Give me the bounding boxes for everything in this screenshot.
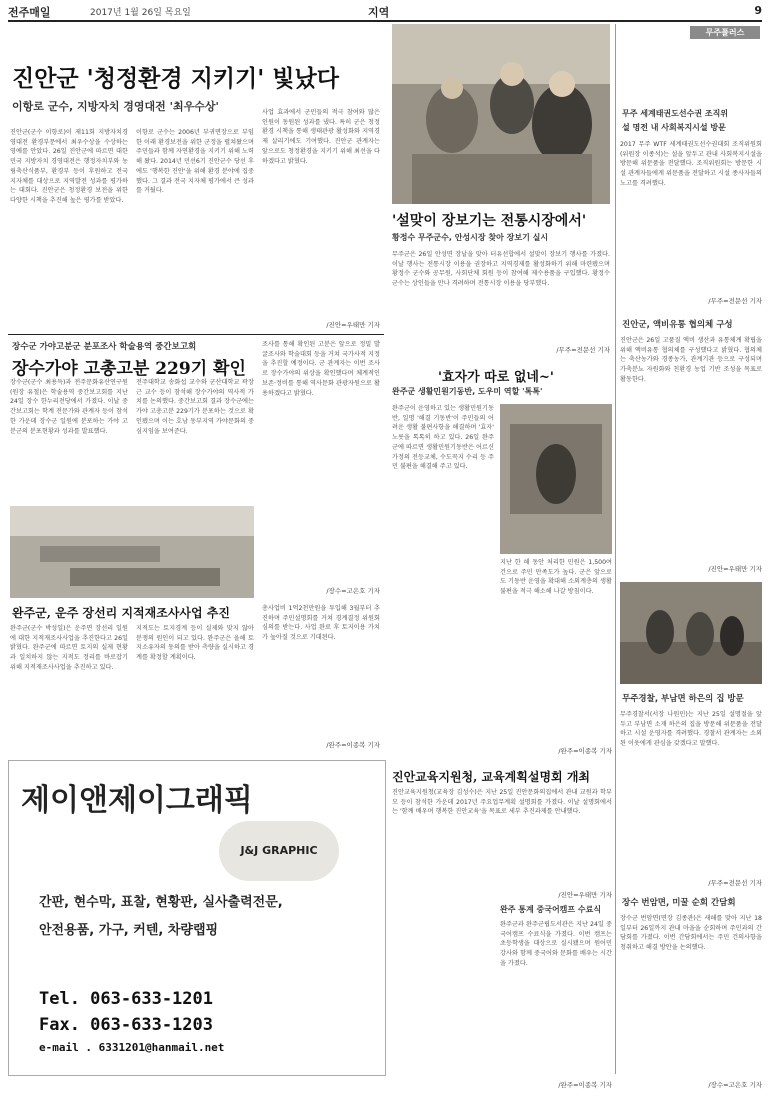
section-badge: 무주플러스: [690, 26, 760, 39]
right-a2-byline: /진안=우태만 기자: [708, 565, 762, 573]
ad-logo: J&J GRAPHIC: [219, 821, 339, 881]
right-a3-body: 무주경찰서(서장 나원민)는 지난 25일 설명절을 앞두고 부남면 소재 하은의 집을 방문해 위문품을 전달하고 시설 운영자를 격려했다. 경찰서 관계자는 소외된 이웃에게 관심을 갖겠다고 말했다.: [620, 711, 762, 748]
right-a3-photo-image: [620, 582, 762, 684]
ad-jj-graphic: [8, 760, 386, 1076]
right-a1-title-2: 설 명전 내 사회복지시설 방문: [622, 123, 726, 132]
hyoja-col2: 지난 한 해 동안 처리한 민원은 1,500여건으로 주민 만족도가 높다. 군은 앞으로도 기동반 운영을 확대해 소외계층의 생활불편을 적극 해소해 나갈 방침이다.: [500, 559, 612, 596]
headline-jangsu: 장수가야 고총고분 229기 확인: [12, 359, 246, 379]
market-body: 무주군은 26일 안성면 장날을 맞아 터유선합에서 설맞이 장보기 행사를 가졌다. 이날 행사는 전통시장 이용을 권장하고 지역경제를 활성화하기 위해 마련됐으며 황정수 군수와 공무원, 사회단체 회원 등이 참여해 제수용품을 구입했다. 황정수 군수는 상인들을 만나 격려하며 전통시장 이용을 당부했다.: [392, 251, 610, 288]
right-a1-body: 2017 무주 WTF 세계태권도선수권대회 조직위원회(위원장 이종석)는 설을 앞두고 관내 사회복지시설을 방문해 위문품을 전달했다. 조직위원회는 방문한 시설 관계자들에게 위문품을 전달하고 시설 종사자들의 노고를 격려했다.: [620, 141, 762, 187]
headline-jinan-clean: 진안군 '청정환경 지키기' 빛났다: [12, 65, 339, 92]
muju-china-byline: /완주=이종복 기자: [558, 1081, 612, 1089]
wanju-survey-byline: /완주=이종복 기자: [326, 741, 380, 749]
right-a3-byline: /무주=전문선 기자: [708, 879, 762, 887]
jangsu-col3: 조사를 통해 확인된 고분은 앞으로 정밀 발굴조사와 학술대회 등을 거쳐 국가사적 지정을 추진할 예정이다. 군 관계자는 이번 조사로 장수가야의 위상을 확인했다며 체계적인 보존·정비를 통해 역사문화 관광자원으로 활용하겠다고 밝혔다.: [262, 341, 380, 397]
right-a1-byline: /무주=전문선 기자: [708, 297, 762, 305]
headline-hyoja: '효자가 따로 없네~': [438, 370, 554, 385]
market-byline: /무주=전문선 기자: [556, 346, 610, 354]
jinan-clean-col3: 사업 효과에서 군민들의 적극 참여와 많은 인원이 동원된 성과를 냈다. 특히 군은 청정환경 시책을 통해 생태관광 활성화와 지역경제 살리기에도 기여했다. 진안군 관계자는 앞으로도 청정환경을 지키기 위해 최선을 다하겠다고 밝혔다.: [262, 109, 380, 165]
subhead-hyoja: 완주군 생활민원기동반, 도우미 역할 '톡톡': [392, 387, 543, 396]
section-label: 지역: [368, 6, 390, 19]
ad-tel: Tel. 063-633-1201: [39, 989, 213, 1009]
jangsu-byline: /장수=고은호 기자: [326, 587, 380, 595]
ad-services-1: 간판, 현수막, 표찰, 현황판, 실사출력전문,: [39, 895, 283, 910]
headline-jinan-edu: 진안교육지원청, 교육계획설명회 개최: [392, 770, 591, 784]
issue-date: 2017년 1월 26일 목요일: [90, 8, 191, 18]
jangsu-col2: 전주대학교 송화섭 교수와 군산대학교 곽장근 교수 등이 참석해 장수가야의 역사적 가치를 논의했다. 중간보고회 결과 장수군에는 가야 고총고분 229기가 분포하는 것으로 확인됐으며 이는 호남 동부지역 가야문화의 중심지임을 보여준다.: [136, 379, 254, 435]
page-header: [8, 4, 762, 20]
hyoja-col1: 완주군이 운영하고 있는 생활민원기동반, 일명 '해결 기동반'이 주민들의 어려운 생활 불편사항을 해결하며 '효자' 노릇을 톡톡히 하고 있다. 26일 완주군에 따르면 생활민원기동반은 어르신 가정의 전등교체, 수도꼭지 수리 등 주민 불편을 해결해 주고 있다.: [392, 405, 494, 471]
wanju-survey-col2: 지적도는 토지경계 등이 실제와 맞지 않아 분쟁의 원인이 되고 있다. 완주군은 올해 토지소유자의 동의를 받아 측량을 실시하고 경계를 확정할 계획이다.: [136, 625, 254, 662]
jangsu-photo-image: [10, 506, 254, 598]
jangsu-photo: [10, 506, 254, 598]
jinan-clean-col1: 진안군(군수 이항로)이 제11회 지방자치경영대전 환경부문에서 최우수상을 수상하는 영예를 안았다. 26일 진안군에 따르면 대한민국 지방자치 경영대전은 행정자치부와 농림축산식품부, 환경부 등이 후원하고 전국 지자체를 대상으로 지역발전 성과를 평가하는 대회다. 진안군은 청정환경 보전을 위한 다양한 시책을 추진해 높은 평가를 받았다.: [10, 129, 128, 204]
right-a3-photo: [620, 582, 762, 684]
jangsu-col1: 장수군(군수 최용득)과 전주문화유산연구원(원장 유철)은 학술용역 중간보고회를 지난 24일 장수 한누리전당에서 가졌다. 이날 중간보고회는 학계 전문가와 관계자 등이 참석한 가운데 장수군 일원에 분포하는 가야 고분군의 분포현황과 성과를 발표했다.: [10, 379, 128, 435]
jinan-clean-col2: 이항로 군수는 2006년 부귀면장으로 부임한 이래 환경보전을 위한 군정을 펼쳐왔으며 주민들과 함께 자연환경을 지키기 위해 노력해 왔다. 2014년 민선6기 진안군수 당선 후에도 '행복한 진안'을 위해 환경 분야에 집중했다. 그 결과 전국 지자체 평가에서 큰 성과를 거뒀다.: [136, 129, 254, 195]
right-a4-title: 장수 번암면, 미꿀 순회 간담회: [622, 898, 736, 908]
hyoja-photo-image: [500, 404, 612, 554]
market-caption-title: '설맞이 장보기는 전통시장에서': [392, 213, 587, 229]
right-a1-title-1: 무주 세계태권도선수권 조직위: [622, 109, 729, 118]
muju-china-body: 완주군과 완주군립도서관은 지난 24일 중국어캠프 수료식을 가졌다. 이번 캠프는 초등학생을 대상으로 실시됐으며 원어민 강사와 함께 중국어와 문화를 배우는 시간을 가졌다.: [500, 921, 612, 967]
hyoja-photo: [500, 404, 612, 554]
masthead: 전주매일: [8, 6, 51, 19]
ad-fax: Fax. 063-633-1203: [39, 1015, 213, 1035]
wanju-survey-col3: 총사업비 1억2천만원을 투입해 3월부터 추진하며 주민설명회를 거쳐 경계결정 위원회 심의를 받는다. 사업 완료 후 토지이용 가치가 높아질 것으로 기대된다.: [262, 605, 380, 642]
divider: [8, 334, 384, 335]
ad-email: e-mail . 6331201@hanmail.net: [39, 1041, 225, 1054]
right-a4-byline: /장수=고은호 기자: [708, 1081, 762, 1089]
jinan-edu-body: 진안교육지원청(교육장 김성수)은 지난 25일 진안문화의집에서 관내 교원과 학부모 등이 참석한 가운데 2017년 주요업무계획 설명회를 가졌다. 이날 설명회에서는 '함께 배우며 행복한 진안교육'을 목표로 세부 추진과제를 안내했다.: [392, 789, 612, 816]
jinan-edu-byline: /진안=우태만 기자: [558, 891, 612, 899]
right-a3-title: 무주경찰, 부남면 하은의 집 방문: [622, 694, 744, 704]
header-rule: [8, 20, 762, 22]
right-a4-body: 장수군 번암면(면장 김종관)은 새해를 맞아 지난 18일부터 26일까지 관내 마을을 순회하며 주민과의 간담회를 가졌다. 이번 간담회에서는 주민 건의사항을 청취하고 해결 방안을 논의했다.: [620, 915, 762, 952]
page-number: 9: [754, 4, 762, 17]
headline-muju-china: 완주 통계 중국어캠프 수료식: [500, 905, 602, 914]
column-rule: [615, 24, 616, 1074]
hyoja-byline: /완주=이종복 기자: [558, 747, 612, 755]
market-caption-sub: 황정수 무주군수, 안성시장 찾아 장보기 실시: [392, 233, 549, 242]
headline-wanju-survey: 완주군, 운주 장선리 지적재조사사업 추진: [12, 606, 230, 620]
right-a2-body: 진안군은 26일 고품질 액비 생산과 유통체계 확립을 위해 액비유통 협의체를 구성했다고 밝혔다. 협의체는 축산농가와 경종농가, 관계기관 등으로 구성되며 가축분뇨 자원화와 친환경 농업 기반 조성을 목표로 활동한다.: [620, 337, 762, 383]
market-photo: [392, 24, 610, 204]
wanju-survey-col1: 완주군(군수 박성일)은 운주면 장선리 일원에 대한 지적재조사사업을 추진한다고 26일 밝혔다. 완주군에 따르면 토지의 실제 현황과 일치하지 않는 지적도 정리를 바로잡기 위해 지적재조사사업을 추진하고 있다.: [10, 625, 128, 671]
subhead-jinan-clean: 이항로 군수, 지방자치 경영대전 '최우수상': [12, 100, 219, 113]
market-photo-image: [392, 24, 610, 204]
right-a2-title: 진안군, 액비유통 협의체 구성: [622, 320, 733, 330]
ad-services-2: 안전용품, 가구, 커텐, 차량랩핑: [39, 923, 219, 938]
jangsu-kicker: 장수군 가야고분군 분포조사 학술용역 중간보고회: [12, 342, 197, 352]
ad-brand: 제이앤제이그래픽: [21, 783, 253, 818]
jinan-clean-byline: /진안=우태만 기자: [326, 321, 380, 329]
